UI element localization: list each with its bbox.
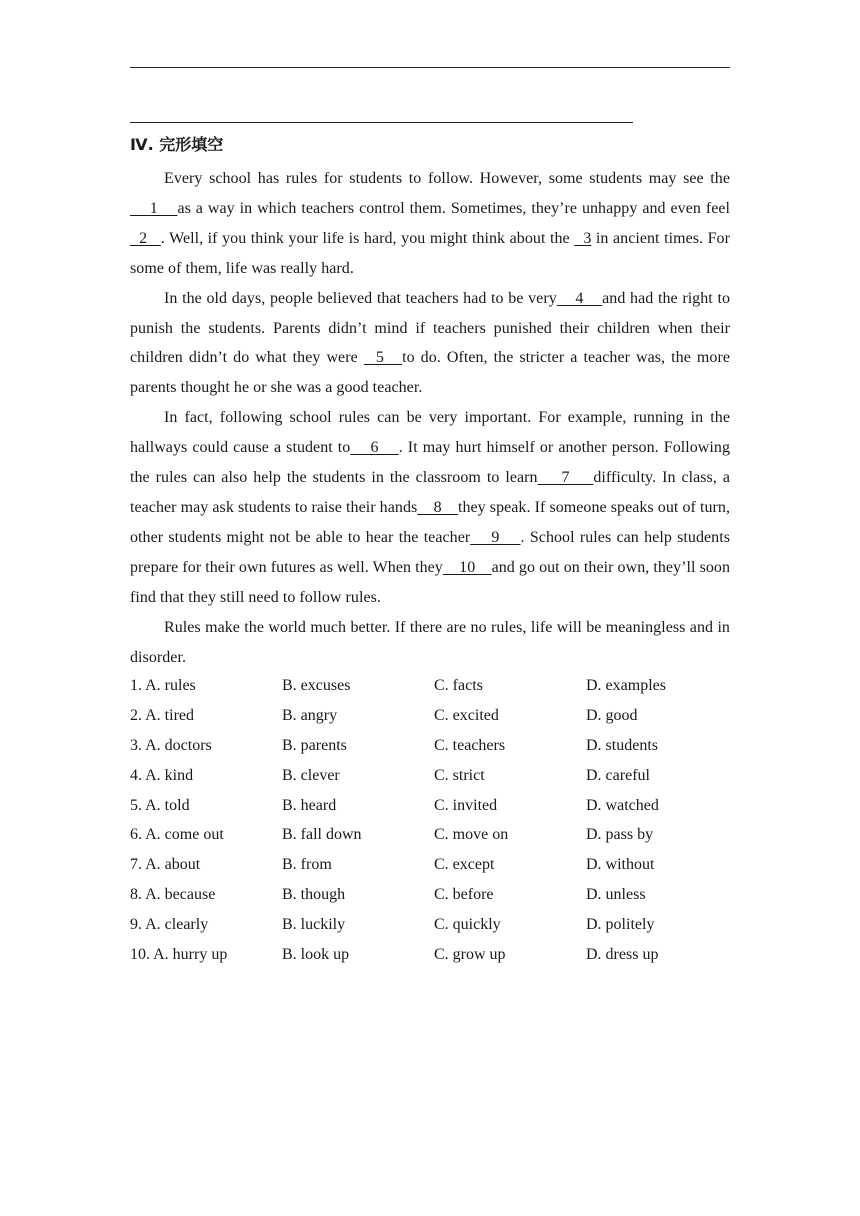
passage-text: as a way in which teachers control them. Sometimes, they’re unhappy and even feel — [177, 199, 731, 217]
passage-text: in ancient times. For some of them, life was really hard. — [130, 229, 730, 277]
option-choice: B. parents — [282, 736, 347, 754]
option-choice: 4. A. kind — [130, 766, 194, 784]
option-choice: D. careful — [586, 766, 650, 784]
passage-text: In fact, following school rules can be very important. For example, running in the hallways could cause a student to — [130, 409, 730, 457]
option-choice: C. except — [434, 856, 495, 874]
option-choice: D. dress up — [586, 946, 659, 964]
option-row — [130, 731, 740, 761]
blank-number: 10 — [442, 558, 492, 576]
option-choice: 9. A. clearly — [130, 916, 209, 934]
option-choice: D. pass by — [586, 826, 654, 844]
passage-text: to do. Often, the stricter a teacher was, the more parents thought he or she was a good teacher. — [130, 349, 730, 397]
blank-number: 9 — [470, 528, 521, 546]
option-choice: C. teachers — [434, 736, 506, 754]
option-choice: 10. A. hurry up — [130, 946, 228, 964]
option-row — [130, 761, 740, 791]
cloze-passage — [130, 164, 730, 672]
answer-line-2 — [130, 122, 633, 123]
option-choice: C. facts — [434, 677, 483, 694]
passage-text: . It may hurt himself or another person. Following the rules can also help the students in the classroom to learn — [130, 439, 730, 487]
option-choice: 1. A. rules — [130, 677, 196, 694]
answer-options — [130, 671, 740, 970]
option-choice: D. students — [586, 736, 658, 754]
option-choice: 8. A. because — [130, 886, 216, 904]
option-choice: B. luckily — [282, 916, 346, 934]
option-choice: B. look up — [282, 946, 350, 964]
option-choice: C. excited — [434, 706, 499, 724]
passage-paragraph — [130, 613, 730, 673]
passage-text: . School rules can help students prepare for their own futures as well. When they — [130, 528, 731, 576]
blank-number: 8 — [417, 498, 458, 516]
option-choice: B. though — [282, 886, 346, 904]
option-choice: B. clever — [282, 766, 340, 784]
option-row — [130, 820, 740, 850]
option-row — [130, 940, 740, 970]
option-row — [130, 701, 740, 731]
option-choice: 2. A. tired — [130, 706, 194, 724]
option-row — [130, 850, 740, 880]
option-choice: D. politely — [586, 916, 655, 934]
option-choice: D. unless — [586, 886, 646, 904]
option-choice: C. strict — [434, 766, 485, 784]
option-choice: B. from — [282, 856, 332, 874]
option-choice: 5. A. told — [130, 796, 190, 814]
option-choice: B. angry — [282, 706, 338, 724]
passage-text: and go out on their own, they’ll soon find that they still need to follow rules. — [130, 558, 730, 606]
option-choice: D. good — [586, 706, 638, 724]
option-choice: C. grow up — [434, 946, 506, 964]
passage-paragraph — [130, 284, 730, 404]
blank-number: 1 — [130, 199, 178, 217]
passage-paragraph — [130, 403, 730, 612]
option-choice: D. watched — [586, 796, 659, 814]
passage-text: In the old days, people believed that teachers had to be very — [164, 289, 557, 307]
option-choice: B. excuses — [282, 677, 351, 694]
blank-number: 2 — [130, 229, 161, 247]
passage-text: difficulty. In class, a teacher may ask students to raise their hands — [130, 469, 730, 516]
blank-number: 6 — [350, 439, 399, 457]
option-row — [130, 910, 740, 940]
option-choice: D. examples — [586, 677, 666, 694]
option-row — [130, 791, 740, 821]
passage-text: and had the right to punish the students. Parents didn’t mind if teachers punished their children when their children didn’t do what they were — [130, 289, 730, 367]
blank-number: 5 — [363, 349, 403, 367]
option-row — [130, 880, 740, 910]
option-choice: C. invited — [434, 796, 498, 814]
passage-text: Every school has rules for students to follow. However, some students may see the — [164, 170, 730, 187]
option-choice: 3. A. doctors — [130, 736, 212, 754]
option-choice: D. without — [586, 856, 655, 874]
blank-number: 3 — [574, 229, 592, 247]
passage-text: they speak. If someone speaks out of turn, other students might not be able to hear the teacher — [130, 498, 730, 546]
blank-number: 4 — [556, 289, 603, 307]
section-title: Ⅳ. 完形填空 — [130, 135, 224, 154]
passage-text: . Well, if you think your life is hard, you might think about the — [160, 229, 575, 247]
option-choice: 7. A. about — [130, 856, 201, 874]
option-choice: C. before — [434, 886, 494, 904]
option-choice: B. fall down — [282, 826, 362, 844]
option-choice: C. move on — [434, 826, 509, 844]
blank-number: 7 — [537, 469, 594, 487]
passage-paragraph — [130, 164, 730, 284]
option-choice: C. quickly — [434, 916, 501, 934]
answer-line-1 — [130, 67, 730, 68]
passage-text: Rules make the world much better. If there are no rules, life will be meaningless and in disorder. — [130, 618, 730, 666]
option-choice: 6. A. come out — [130, 826, 224, 844]
option-row — [130, 671, 740, 701]
option-choice: B. heard — [282, 796, 337, 814]
